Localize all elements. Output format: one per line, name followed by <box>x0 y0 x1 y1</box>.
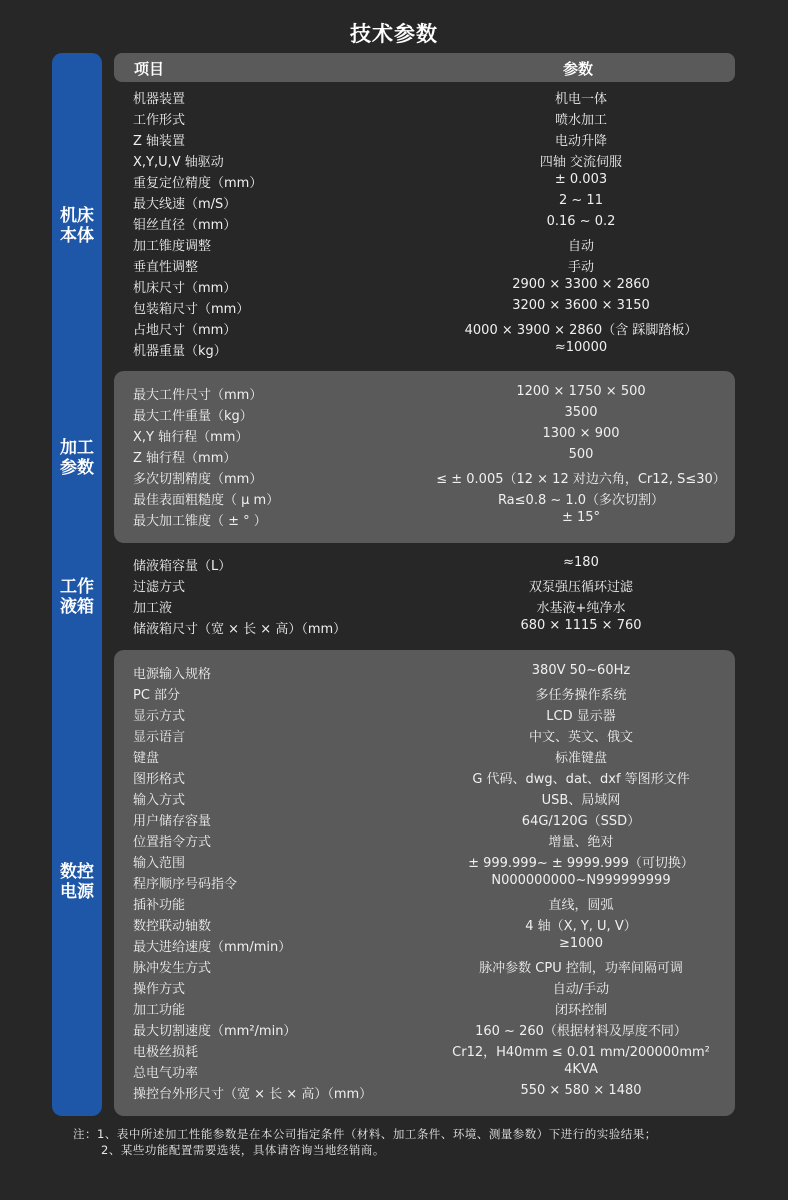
table-row <box>114 766 735 787</box>
section-label-processing: 加工 参数 <box>60 438 94 478</box>
param-value: 机电一体 <box>554 92 607 107</box>
table-row <box>114 955 735 976</box>
param-name: 机器装置 <box>133 92 186 107</box>
table-row <box>114 1018 735 1039</box>
footnotes <box>73 1126 773 1158</box>
param-value: ± 15° <box>561 510 601 525</box>
param-value: USB、局域网 <box>541 793 621 808</box>
table-row <box>114 338 735 359</box>
param-value: ± 999.999~ ± 9999.999（可切换） <box>468 856 694 871</box>
page-title: 技术参数 <box>350 22 438 46</box>
param-value: ≈180 <box>563 555 599 570</box>
param-value: LCD 显示器 <box>546 709 616 724</box>
footnote-2: 2、某些功能配置需要选装，具体请咨询当地经销商。 <box>101 1143 385 1157</box>
table-row <box>114 616 735 637</box>
table-row <box>114 976 735 997</box>
param-name: 加工锥度调整 <box>133 239 212 254</box>
param-value: 闭环控制 <box>554 1003 607 1018</box>
param-name: 程序顺序号码指令 <box>133 877 238 892</box>
param-name: Z 轴行程（mm） <box>133 451 237 466</box>
table-row <box>114 212 735 233</box>
param-name: 脉冲发生方式 <box>133 961 212 976</box>
param-name: 最大进给速度（mm/min） <box>133 940 292 955</box>
param-name: 加工功能 <box>133 1003 186 1018</box>
param-name: 最大切割速度（mm²/min） <box>133 1024 297 1039</box>
param-value: 四轴 交流伺服 <box>539 155 623 170</box>
param-value: 3500 <box>564 405 598 420</box>
table-row <box>114 892 735 913</box>
table-row <box>114 574 735 595</box>
section-rows-fluid-tank <box>114 553 735 637</box>
table-row <box>114 317 735 338</box>
param-value: 喷水加工 <box>554 113 607 128</box>
param-name: 加工液 <box>133 601 173 616</box>
param-name: 过滤方式 <box>133 580 186 595</box>
param-value: ± 0.003 <box>554 172 608 187</box>
param-value: G 代码、dwg、dat、dxf 等图形文件 <box>472 772 690 787</box>
table-row <box>114 508 735 529</box>
param-value: 手动 <box>567 260 594 275</box>
param-name: 最大工件尺寸（mm） <box>133 388 263 403</box>
param-value: 4000 × 3900 × 2860（含 踩脚踏板） <box>464 323 698 338</box>
table-row <box>114 1060 735 1081</box>
param-name: 多次切割精度（mm） <box>133 472 263 487</box>
param-value: Cr12，H40mm ≤ 0.01 mm/200000mm² <box>452 1045 710 1060</box>
table-row <box>114 191 735 212</box>
param-name: 电源输入规格 <box>133 667 212 682</box>
param-value: 1200 × 1750 × 500 <box>516 384 646 399</box>
table-row <box>114 553 735 574</box>
param-value: 水基液+纯净水 <box>536 601 626 616</box>
table-row <box>114 107 735 128</box>
param-name: 机器重量（kg） <box>133 344 227 359</box>
table-row <box>114 850 735 871</box>
table-row <box>114 913 735 934</box>
param-name: 机床尺寸（mm） <box>133 281 237 296</box>
table-row <box>114 275 735 296</box>
param-value: 自动/手动 <box>552 982 610 997</box>
table-row <box>114 296 735 317</box>
section-label-machine-body: 机床 本体 <box>60 206 94 246</box>
param-value: Ra≤0.8 ~ 1.0（多次切割） <box>497 493 665 508</box>
param-value: 脉冲参数 CPU 控制，功率间隔可调 <box>479 961 683 976</box>
section-rows-processing <box>114 382 735 529</box>
section-rows-cnc-power <box>114 661 735 1102</box>
param-name: 最佳表面粗糙度（ μ m） <box>133 493 280 508</box>
param-name: 最大工件重量（kg） <box>133 409 253 424</box>
table-row <box>114 149 735 170</box>
param-name: 包装箱尺寸（mm） <box>133 302 250 317</box>
section-label-fluid-tank: 工作 液箱 <box>60 577 94 617</box>
table-row <box>114 787 735 808</box>
param-value: 2900 × 3300 × 2860 <box>512 277 650 292</box>
param-name: 最大线速（m/S） <box>133 197 237 212</box>
param-value: 增量、绝对 <box>548 835 614 850</box>
table-row <box>114 487 735 508</box>
table-row <box>114 170 735 191</box>
param-name: 显示方式 <box>133 709 186 724</box>
param-value: 500 <box>568 447 594 462</box>
section-label-cnc-power: 数控 电源 <box>60 862 94 902</box>
param-name: 操作方式 <box>133 982 186 997</box>
param-name: 显示语言 <box>133 730 186 745</box>
param-name: PC 部分 <box>133 688 181 703</box>
param-name: 用户储存容量 <box>133 814 212 829</box>
param-name: 输入方式 <box>133 793 186 808</box>
table-row <box>114 595 735 616</box>
param-name: 位置指令方式 <box>133 835 212 850</box>
param-name: X,Y,U,V 轴驱动 <box>133 155 224 170</box>
footnote-1: 注：1、表中所述加工性能参数是在本公司指定条件（材料、加工条件、环境、测量参数）下进行的实验结果； <box>73 1127 657 1141</box>
table-row <box>114 871 735 892</box>
param-name: 操控台外形尺寸（宽 × 长 × 高）（mm） <box>133 1087 373 1102</box>
param-name: 键盘 <box>133 751 160 766</box>
param-value: 380V 50~60Hz <box>531 663 631 678</box>
table-row <box>114 382 735 403</box>
param-value: 550 × 580 × 1480 <box>520 1083 642 1098</box>
table-row <box>114 86 735 107</box>
param-value: 160 ~ 260（根据材料及厚度不同） <box>475 1024 687 1039</box>
table-row <box>114 233 735 254</box>
param-name: 总电气功率 <box>133 1066 199 1081</box>
table-row <box>114 466 735 487</box>
table-row <box>114 724 735 745</box>
param-name: 数控联动轴数 <box>133 919 212 934</box>
table-row <box>114 745 735 766</box>
param-value: ≈10000 <box>554 340 608 355</box>
table-row <box>114 1081 735 1102</box>
param-name: 最大加工锥度（ ± ° ） <box>133 514 267 529</box>
table-row <box>114 128 735 149</box>
table-row <box>114 445 735 466</box>
table-row <box>114 829 735 850</box>
header-item: 项目 <box>134 60 165 78</box>
param-name: 输入范围 <box>133 856 186 871</box>
header-value: 参数 <box>562 60 593 78</box>
param-name: 储液箱容量（L） <box>133 559 232 574</box>
table-row <box>114 808 735 829</box>
table-row <box>114 254 735 275</box>
table-row <box>114 682 735 703</box>
param-name: 插补功能 <box>133 898 186 913</box>
param-name: 占地尺寸（mm） <box>133 323 237 338</box>
param-name: X,Y 轴行程（mm） <box>133 430 249 445</box>
param-value: 4KVA <box>564 1062 598 1077</box>
table-row <box>114 661 735 682</box>
param-value: 双泵强压循环过滤 <box>528 580 633 595</box>
param-value: 1300 × 900 <box>542 426 620 441</box>
param-name: 工作形式 <box>133 113 186 128</box>
param-value: 64G/120G（SSD） <box>521 814 641 829</box>
param-value: 2 ~ 11 <box>559 193 603 208</box>
param-value: 中文、英文、俄文 <box>528 730 633 745</box>
param-name: 储液箱尺寸（宽 × 长 × 高）（mm） <box>133 622 347 637</box>
param-value: 680 × 1115 × 760 <box>520 618 642 633</box>
param-name: Z 轴装置 <box>133 134 186 149</box>
param-name: 钼丝直径（mm） <box>133 218 237 233</box>
table-row <box>114 997 735 1018</box>
param-value: 4 轴（X, Y, U, V） <box>525 919 637 934</box>
param-value: 直线，圆弧 <box>548 898 614 913</box>
param-name: 垂直性调整 <box>133 260 199 275</box>
param-value: 标准键盘 <box>554 751 607 766</box>
param-value: ≥1000 <box>559 936 603 951</box>
table-row <box>114 703 735 724</box>
param-value: 多任务操作系统 <box>535 688 627 703</box>
param-value: 电动升降 <box>554 134 607 149</box>
table-row <box>114 1039 735 1060</box>
param-value: N000000000~N999999999 <box>491 873 671 888</box>
param-value: ≤ ± 0.005（12 × 12 对边六角，Cr12, S≤30） <box>436 472 726 487</box>
param-value: 3200 × 3600 × 3150 <box>512 298 650 313</box>
table-header <box>114 53 735 82</box>
table-row <box>114 424 735 445</box>
table-row <box>114 934 735 955</box>
table-row <box>114 403 735 424</box>
param-name: 重复定位精度（mm） <box>133 176 263 191</box>
param-name: 电极丝损耗 <box>133 1045 199 1060</box>
param-name: 图形格式 <box>133 772 186 787</box>
param-value: 0.16 ~ 0.2 <box>546 214 616 229</box>
param-value: 自动 <box>567 239 594 254</box>
section-rows-machine-body <box>114 86 735 359</box>
